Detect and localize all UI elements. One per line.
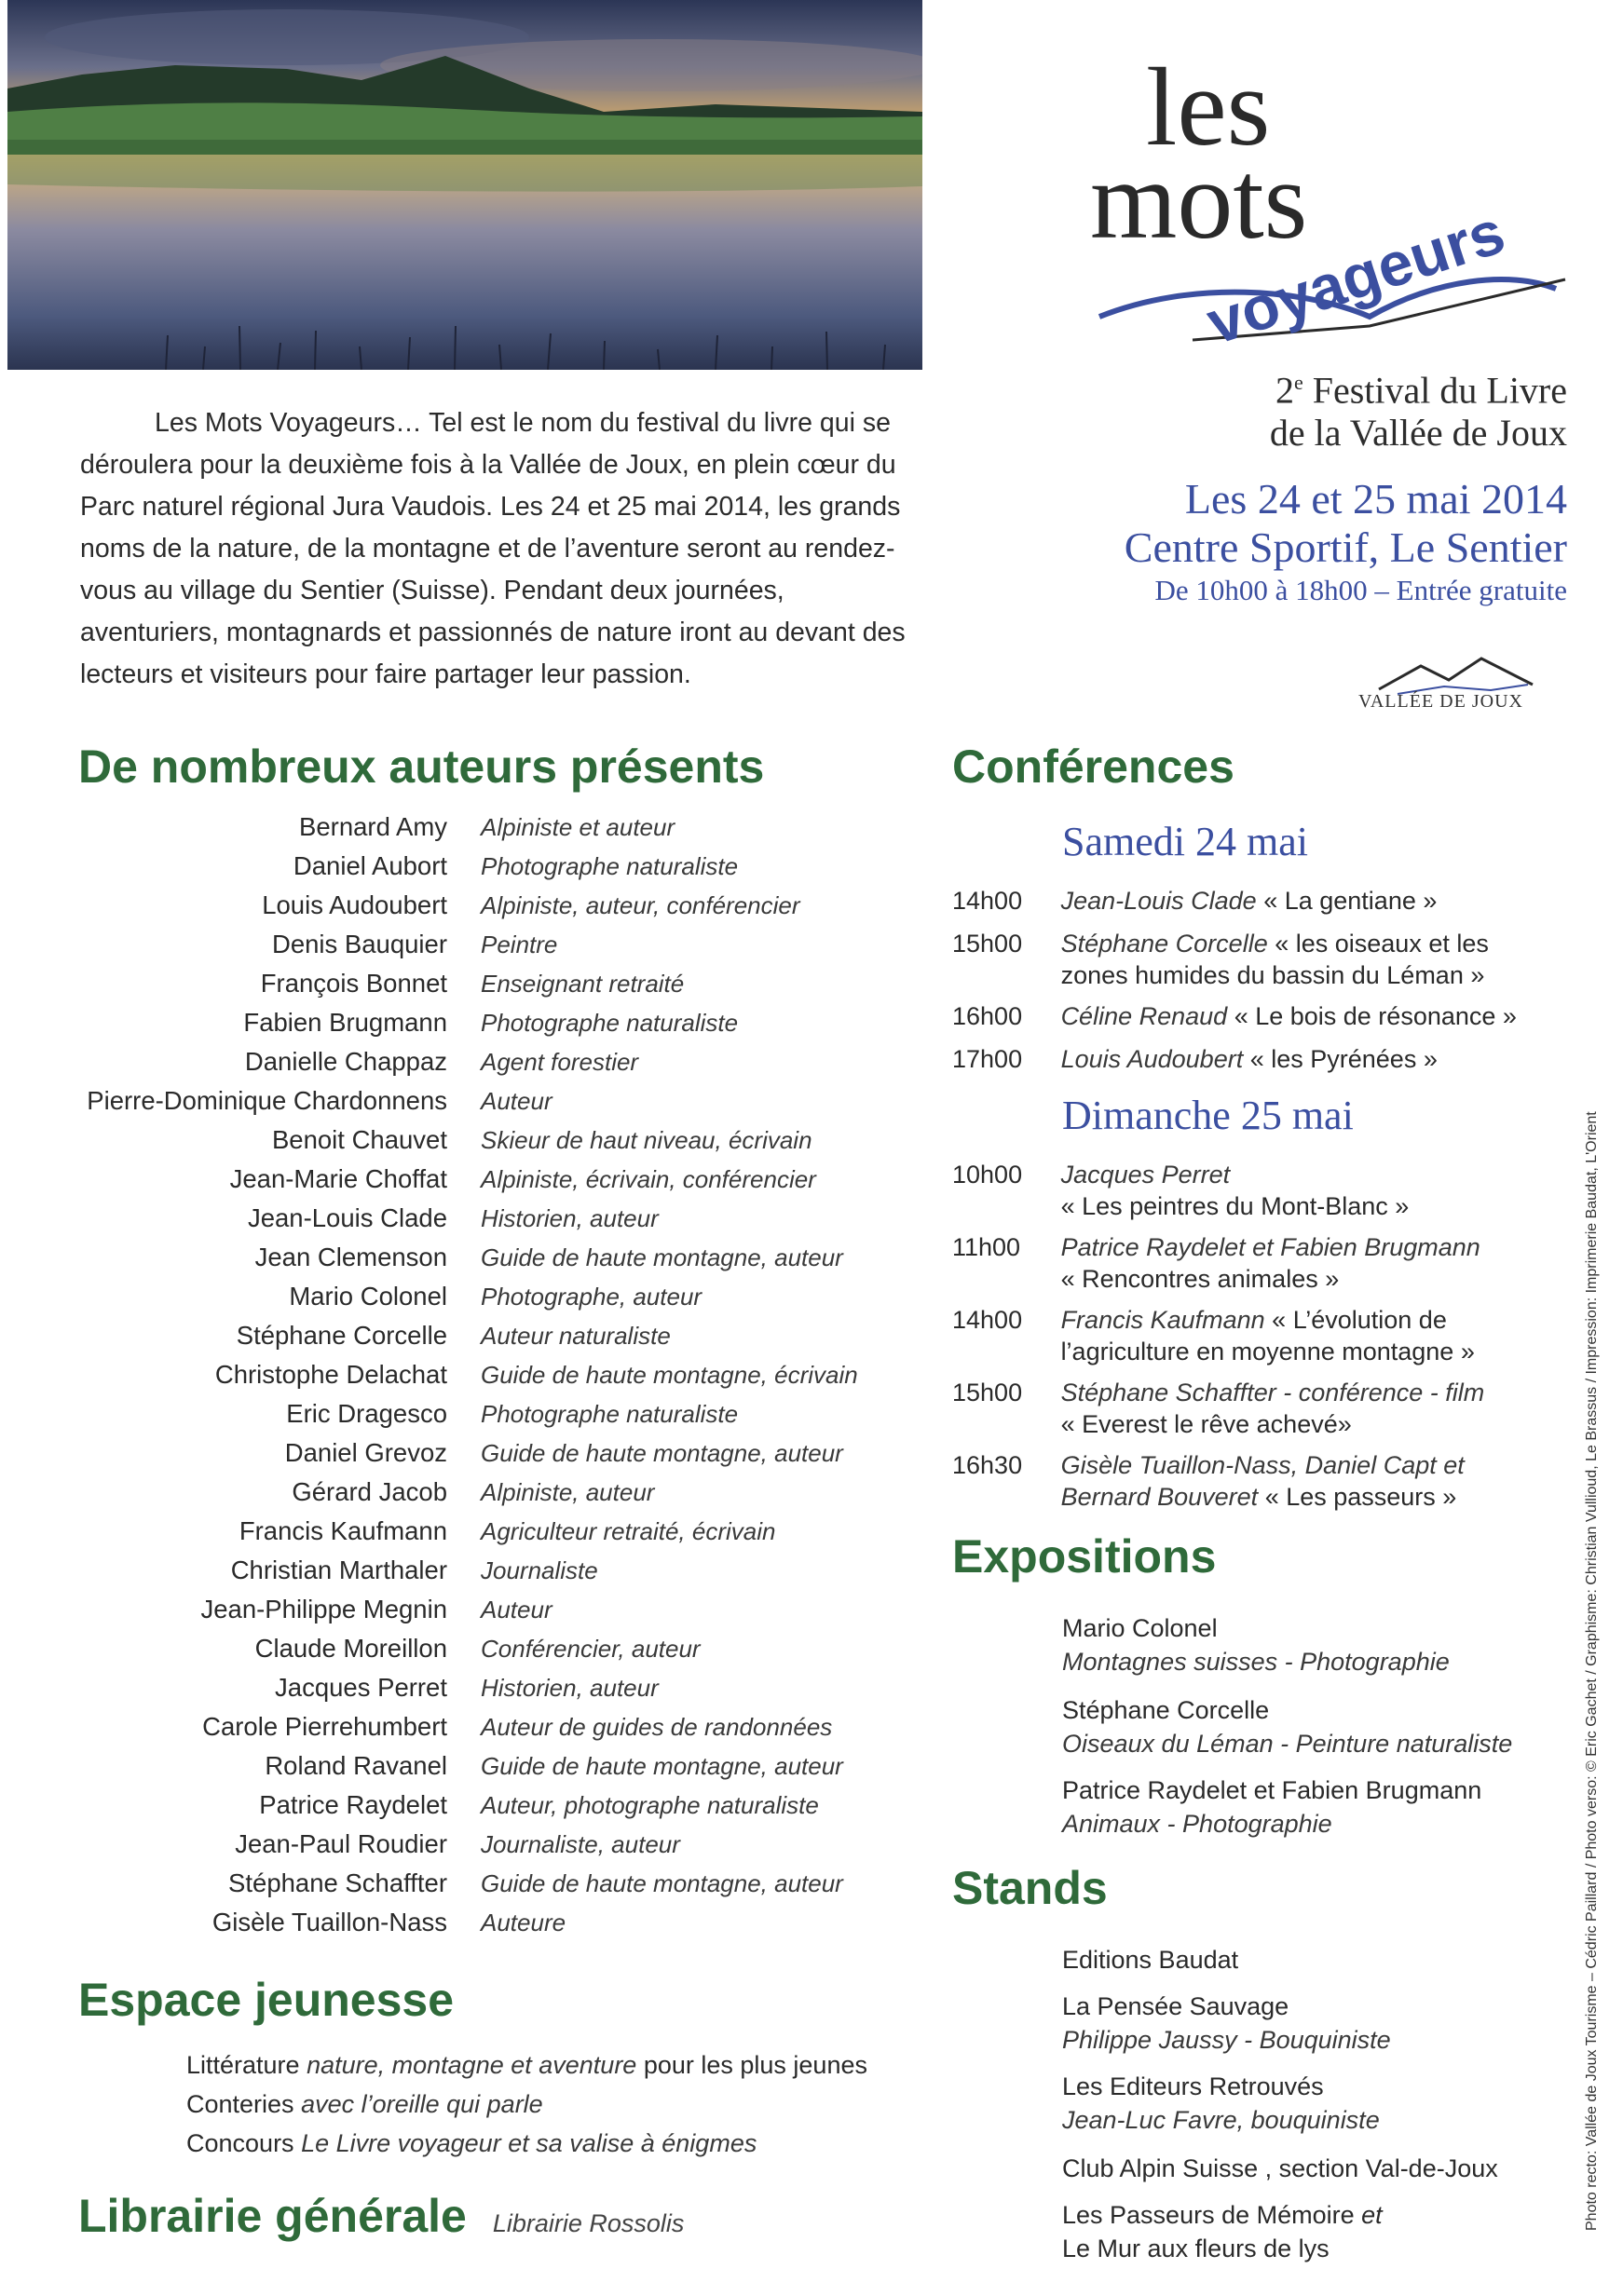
author-row xyxy=(56,969,941,1008)
landscape-photo xyxy=(7,0,922,370)
author-name: Francis Kaufmann xyxy=(239,1516,447,1545)
author-role: Alpiniste, écrivain, conférencier xyxy=(481,1165,816,1193)
day-sunday: Dimanche 25 mai xyxy=(1062,1093,1354,1138)
conference-item: 14h00 Jean-Louis Clade « La gentiane » xyxy=(952,887,1438,915)
author-role: Auteur xyxy=(481,1596,552,1624)
author-role: Guide de haute montagne, auteur xyxy=(481,1752,843,1780)
author-role: Photographe, auteur xyxy=(481,1283,702,1311)
author-role: Conférencier, auteur xyxy=(481,1635,701,1663)
intro-text: Les Mots Voyageurs… Tel est le nom du festival du livre qui se déroulera pour la deuxième fois à la Vallée de Joux, en plein cœur du Parc naturel régional Jura Vaudois. Les 24 et 25 mai 2014, les grands noms de la nature, de la montagne et de l’aventure seront au rendez-vous au village du Sentier (Suisse). Pendant deux journées, aventuriers, montagnards et passionnés de nature iront au devant des lecteurs et visiteurs pour faire partager leur passion. xyxy=(80,408,906,689)
author-name: Fabien Brugmann xyxy=(243,1008,447,1037)
author-row xyxy=(56,1634,941,1673)
author-row xyxy=(56,1243,941,1282)
stand-item: Les Passeurs de Mémoire et Le Mur aux fleurs de lys xyxy=(1062,2201,1383,2262)
author-role: Journaliste, auteur xyxy=(481,1830,680,1858)
author-row xyxy=(56,930,941,969)
author-row xyxy=(56,1047,941,1086)
logo-voyageurs: voyageurs xyxy=(1198,197,1513,358)
author-name: Denis Bauquier xyxy=(271,930,447,958)
author-row xyxy=(56,1477,941,1516)
author-role: Historien, auteur xyxy=(481,1204,659,1232)
stand-item: Les Editeurs Retrouvés Jean-Luc Favre, bouquiniste xyxy=(1062,2072,1380,2134)
author-name: Stéphane Schaffter xyxy=(228,1868,447,1897)
author-role: Photographe naturaliste xyxy=(481,1009,739,1037)
author-role: Historien, auteur xyxy=(481,1674,659,1702)
author-name: Patrice Raydelet xyxy=(259,1790,447,1819)
author-name: Mario Colonel xyxy=(289,1282,447,1311)
author-row xyxy=(56,851,941,890)
author-row xyxy=(56,1829,941,1868)
exposition-item: Patrice Raydelet et Fabien Brugmann Animaux - Photographie xyxy=(1062,1776,1482,1838)
conference-item: 15h00 Stéphane Schaffter - conférence - film « Everest le rêve achevé» xyxy=(952,1379,1485,1438)
author-row xyxy=(56,1712,941,1751)
author-name: Jean-Philippe Megnin xyxy=(200,1595,447,1624)
author-role: Guide de haute montagne, écrivain xyxy=(481,1361,858,1389)
expositions-title: Expositions xyxy=(952,1530,1217,1583)
author-name: Carole Pierrehumbert xyxy=(202,1712,447,1741)
jeunesse-item: Concours Le Livre voyageur et sa valise à énigmes xyxy=(186,2129,757,2157)
jeunesse-item: Conteries avec l’oreille qui parle xyxy=(186,2090,543,2118)
author-row xyxy=(56,1399,941,1438)
author-role: Alpiniste, auteur, conférencier xyxy=(481,891,800,919)
librairie-title: Librairie générale xyxy=(78,2190,467,2242)
author-role: Agriculteur retraité, écrivain xyxy=(481,1517,776,1545)
exposition-item: Stéphane Corcelle Oiseaux du Léman - Peinture naturaliste xyxy=(1062,1696,1513,1758)
vallee-de-joux-label: VALLÉE DE JOUX xyxy=(1358,691,1523,712)
author-name: Benoit Chauvet xyxy=(271,1125,447,1154)
author-role: Alpiniste et auteur xyxy=(481,813,675,841)
author-role: Alpiniste, auteur xyxy=(481,1478,655,1506)
logo-mots: mots xyxy=(1090,138,1308,262)
author-row xyxy=(56,1908,941,1947)
author-name: Claude Moreillon xyxy=(254,1634,447,1663)
author-role: Auteur de guides de randonnées xyxy=(481,1713,833,1741)
jeunesse-list xyxy=(186,2045,867,2163)
conference-item: 17h00 Louis Audoubert « les Pyrénées » xyxy=(952,1045,1438,1073)
author-role: Guide de haute montagne, auteur xyxy=(481,1243,843,1271)
festival-venue: Centre Sportif, Le Sentier xyxy=(1124,523,1567,572)
author-name: Jean-Paul Roudier xyxy=(235,1829,447,1858)
stand-item: La Pensée Sauvage Philippe Jaussy - Bouquiniste xyxy=(1062,1992,1391,2054)
festival-edition: 2e Festival du Livre xyxy=(1275,369,1567,412)
author-name: Daniel Grevoz xyxy=(284,1438,447,1467)
author-row xyxy=(56,1360,941,1399)
authors-list xyxy=(56,812,941,1947)
les-mots-voyageurs-logo xyxy=(1062,47,1584,363)
conference-item: 11h00 Patrice Raydelet et Fabien Brugmann « Rencontres animales » xyxy=(952,1233,1480,1293)
author-row xyxy=(56,1282,941,1321)
author-name: François Bonnet xyxy=(260,969,447,998)
conference-item: 16h30 Gisèle Tuaillon-Nass, Daniel Capt et Bernard Bouveret « Les passeurs » xyxy=(952,1451,1465,1511)
author-role: Auteure xyxy=(481,1909,566,1936)
author-name: Jean Clemenson xyxy=(254,1243,447,1271)
author-role: Photographe naturaliste xyxy=(481,852,739,880)
author-row xyxy=(56,1595,941,1634)
festival-location: de la Vallée de Joux xyxy=(1269,412,1567,455)
author-name: Roland Ravanel xyxy=(265,1751,447,1780)
jeunesse-item: Littérature nature, montagne et aventure pour les plus jeunes xyxy=(186,2051,867,2079)
author-name: Gisèle Tuaillon-Nass xyxy=(211,1908,447,1936)
author-row xyxy=(56,1203,941,1243)
author-row xyxy=(56,1556,941,1595)
conferences-title: Conférences xyxy=(952,740,1234,793)
authors-title: De nombreux auteurs présents xyxy=(78,740,765,793)
conference-item: 15h00 Stéphane Corcelle « les oiseaux et les zones humides du bassin du Léman » xyxy=(952,930,1489,989)
author-role: Agent forestier xyxy=(481,1048,639,1076)
author-role: Journaliste xyxy=(481,1556,598,1584)
author-role: Guide de haute montagne, auteur xyxy=(481,1439,843,1467)
festival-dates: Les 24 et 25 mai 2014 xyxy=(1184,475,1567,523)
author-name: Jean-Marie Choffat xyxy=(229,1164,447,1193)
author-row xyxy=(56,1321,941,1360)
author-name: Danielle Chappaz xyxy=(244,1047,447,1076)
author-role: Photographe naturaliste xyxy=(481,1400,739,1428)
author-row xyxy=(56,1438,941,1477)
author-role: Auteur, photographe naturaliste xyxy=(481,1791,819,1819)
author-row xyxy=(56,1790,941,1829)
stands-title: Stands xyxy=(952,1862,1108,1914)
librairie-name: Librairie Rossolis xyxy=(492,2209,685,2237)
author-row xyxy=(56,1751,941,1790)
jeunesse-title: Espace jeunesse xyxy=(78,1974,455,2026)
author-role: Peintre xyxy=(481,931,558,958)
author-role: Guide de haute montagne, auteur xyxy=(481,1869,843,1897)
author-row xyxy=(56,1008,941,1047)
author-name: Christophe Delachat xyxy=(214,1360,447,1389)
author-row xyxy=(56,1516,941,1556)
author-role: Auteur naturaliste xyxy=(481,1322,671,1350)
stand-item: Club Alpin Suisse , section Val-de-Joux xyxy=(1062,2154,1498,2182)
author-name: Christian Marthaler xyxy=(230,1556,447,1584)
author-name: Jacques Perret xyxy=(275,1673,447,1702)
author-row xyxy=(56,890,941,930)
author-role: Enseignant retraité xyxy=(481,970,685,998)
author-row xyxy=(56,1125,941,1164)
author-name: Eric Dragesco xyxy=(286,1399,447,1428)
author-role: Auteur xyxy=(481,1087,552,1115)
conference-item: 14h00 Francis Kaufmann « L’évolution de l’agriculture en moyenne montagne » xyxy=(952,1306,1475,1365)
author-row xyxy=(56,812,941,851)
day-saturday: Samedi 24 mai xyxy=(1062,819,1308,864)
exposition-item: Mario Colonel Montagnes suisses - Photographie xyxy=(1062,1614,1450,1676)
author-name: Louis Audoubert xyxy=(262,890,447,919)
logo-les: les xyxy=(1146,47,1271,169)
author-row xyxy=(56,1868,941,1908)
author-name: Gérard Jacob xyxy=(292,1477,447,1506)
conference-item: 10h00 Jacques Perret « Les peintres du Mont-Blanc » xyxy=(952,1161,1410,1220)
librairie-section xyxy=(78,2189,684,2243)
photo-credits: Photo recto: Vallée de Joux Tourisme – Cédric Paillard / Photo verso: © Eric Gachet / Graphisme: Christian Vullioud, Le Brassus / Impression: Imprimerie Baudat, L'Orient xyxy=(1584,1111,1600,2231)
author-name: Pierre-Dominique Chardonnens xyxy=(87,1086,447,1115)
stand-item: Editions Baudat xyxy=(1062,1946,1239,1974)
author-name: Daniel Aubort xyxy=(293,851,447,880)
author-name: Jean-Louis Clade xyxy=(247,1203,447,1232)
author-row xyxy=(56,1086,941,1125)
author-name: Bernard Amy xyxy=(299,812,447,841)
festival-info xyxy=(1008,361,1567,609)
author-name: Stéphane Corcelle xyxy=(236,1321,447,1350)
author-row xyxy=(56,1673,941,1712)
festival-hours: De 10h00 à 18h00 – Entrée gratuite xyxy=(1154,574,1567,607)
conference-item: 16h00 Céline Renaud « Le bois de résonance » xyxy=(952,1002,1517,1030)
author-row xyxy=(56,1164,941,1203)
author-role: Skieur de haut niveau, écrivain xyxy=(481,1126,812,1154)
